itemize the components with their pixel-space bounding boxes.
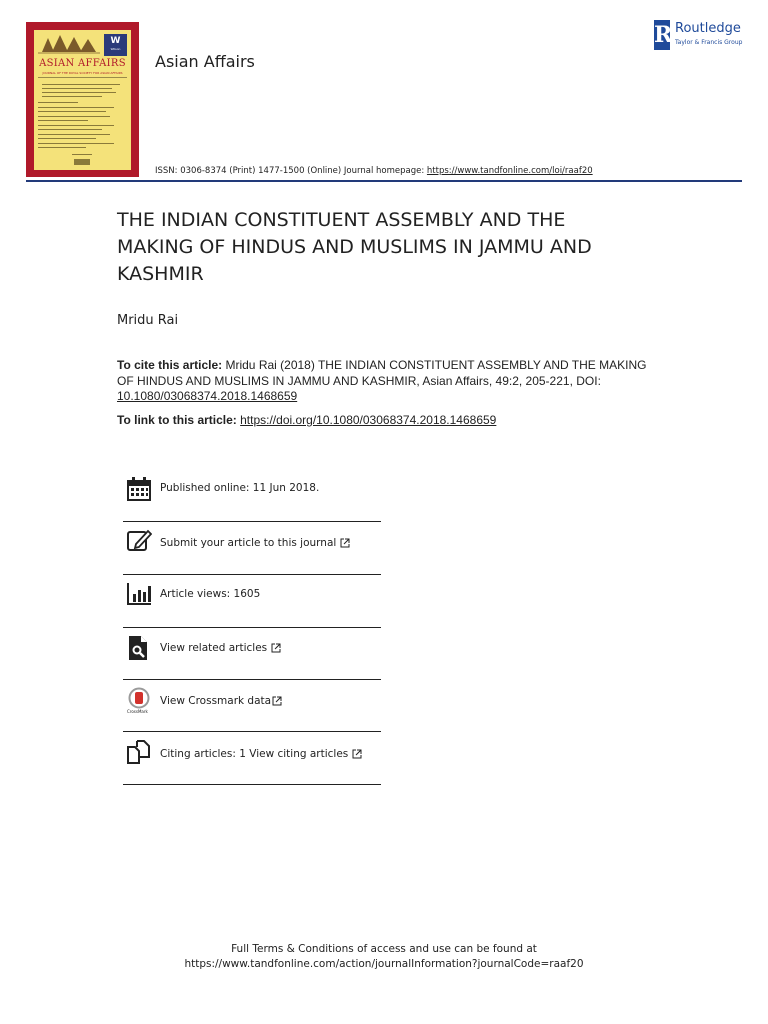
footer-terms-link[interactable]: https://www.tandfonline.com/action/journalInformation?journalCode=raaf20 [184,958,584,970]
submit-article-row[interactable] [123,527,381,579]
article-title: THE INDIAN CONSTITUENT ASSEMBLY AND THE MAKING OF HINDUS AND MUSLIMS IN JAMMU AND KASHMIR [117,209,592,285]
related-articles-row[interactable] [123,633,381,685]
issn-text: ISSN: 0306-8374 (Print) 1477-1500 (Online) Journal homepage: [155,166,427,176]
calendar-icon [126,476,152,502]
cover-illustration-icon [38,32,100,54]
bar-chart-icon [126,581,152,607]
search-document-icon [126,635,152,661]
cover-title: ASIAN AFFAIRS [39,58,126,69]
cover-subtitle: JOURNAL OF THE ROYAL SOCIETY FOR ASIAN AFFAIRS [42,71,123,75]
citing-articles-row[interactable] [123,737,381,789]
cover-text-line [42,84,120,85]
crossmark-row[interactable] [123,685,381,737]
article-author[interactable]: Mridu Rai [117,313,179,328]
cover-text-line [72,154,92,155]
external-link-icon [352,749,362,759]
citing-articles-label[interactable]: Citing articles: 1 View citing articles [160,748,362,760]
external-link-icon [271,643,281,653]
article-views-row [123,580,381,632]
cover-text-line [38,143,114,144]
cover-text-line [38,107,114,108]
citing-icon [126,739,152,765]
row-divider [123,574,381,575]
external-link-icon [340,538,350,548]
row-divider [123,521,381,522]
cover-text-line [38,102,78,103]
journal-cover-inner [34,30,131,170]
related-articles-label[interactable]: View related articles [160,642,281,654]
cover-text-line [38,147,86,148]
cover-publisher-logo: W Wilson [104,34,127,56]
submit-article-label[interactable]: Submit your article to this journal [160,537,350,549]
edit-icon [126,528,152,554]
publisher-name: Routledge [675,21,741,36]
cite-label: To cite this article: [117,358,223,372]
cover-text-line [42,96,102,97]
cover-text-line [38,111,106,112]
cite-doi-link[interactable]: 10.1080/03068374.2018.1468659 [117,389,298,403]
crossmark-caption: CrossMark [127,709,148,714]
published-online-label: Published online: 11 Jun 2018. [160,482,320,494]
citation-block [117,358,647,405]
cover-divider [38,77,127,78]
cover-text-line [38,134,110,135]
journal-homepage-link[interactable]: https://www.tandfonline.com/loi/raaf20 [426,166,593,176]
cover-text-line [38,125,114,126]
cover-text-line [38,129,102,130]
cite-text: Mridu Rai (2018) THE INDIAN CONSTITUENT ASSEMBLY AND THE MAKING OF HINDUS AND MUSLIMS IN JAMMU AND KASHMIR, Asian Affairs, 49:2, 205-221, DOI: [117,358,647,388]
link-to-article [117,413,496,427]
cover-text-line [38,138,96,139]
cover-text-line [38,120,88,121]
article-doi-link[interactable]: https://doi.org/10.1080/03068374.2018.1468659 [240,413,497,427]
cover-footer-logo [74,159,90,165]
row-divider [123,731,381,732]
row-divider [123,627,381,628]
article-views-label: Article views: 1605 [160,588,261,600]
row-divider [123,784,381,785]
link-label: To link to this article: [117,413,241,427]
publisher-tagline: Taylor & Francis Group [675,39,743,46]
published-online-row [123,474,381,526]
header-divider [26,180,742,182]
routledge-r-icon: R [654,22,673,48]
cover-text-line [42,92,116,93]
journal-cover-image [26,22,139,177]
issn-line [155,166,593,176]
cover-text-line [38,116,110,117]
footer-line-1: Full Terms & Conditions of access and use can be found at [231,943,537,955]
external-link-icon [272,696,282,706]
crossmark-label[interactable]: View Crossmark data [160,695,282,707]
footer [0,942,768,972]
cover-text-line [42,88,112,89]
journal-name: Asian Affairs [155,52,255,71]
row-divider [123,679,381,680]
